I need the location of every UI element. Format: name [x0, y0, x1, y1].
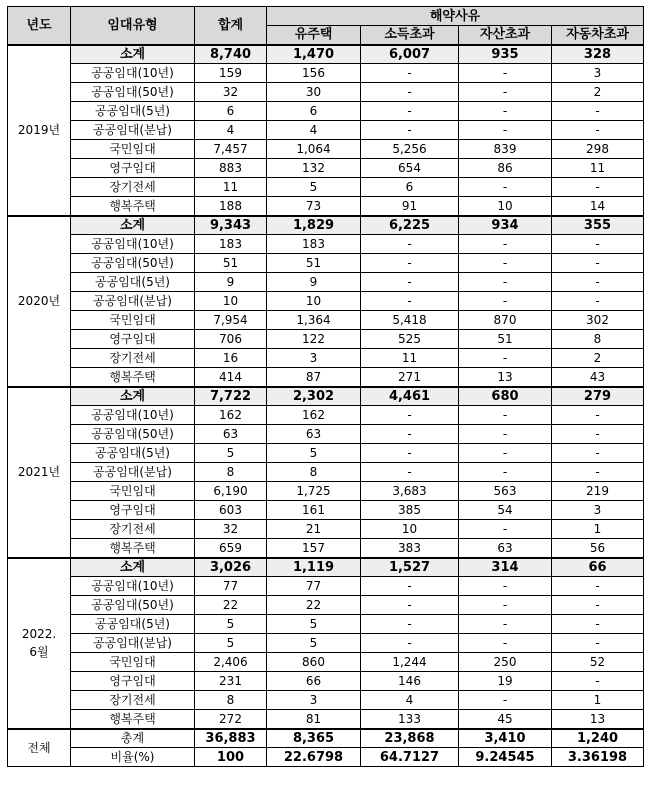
reason-value-cell: -	[361, 444, 459, 463]
total-value-cell: 11	[195, 178, 267, 197]
reason-value-cell: 5	[267, 444, 361, 463]
reason-value-cell: -	[459, 349, 552, 368]
ratio-value: 64.7127	[361, 748, 459, 767]
header-total: 합계	[195, 7, 267, 45]
table-row	[8, 64, 644, 83]
reason-value-cell: 654	[361, 159, 459, 178]
reason-value-cell: 279	[552, 387, 644, 406]
reason-value-cell: -	[361, 577, 459, 596]
table-row	[8, 672, 644, 691]
table-row	[8, 254, 644, 273]
table-row	[8, 140, 644, 159]
total-value-cell: 10	[195, 292, 267, 311]
reason-value-cell: 11	[361, 349, 459, 368]
reason-value-cell: 680	[459, 387, 552, 406]
rental-type-cell: 공공임대(5년)	[71, 102, 195, 121]
reason-value-cell: -	[552, 596, 644, 615]
subtotal-label: 소계	[71, 387, 195, 406]
reason-value-cell: -	[459, 64, 552, 83]
reason-value-cell: 43	[552, 368, 644, 387]
reason-value-cell: -	[361, 254, 459, 273]
table-row	[8, 710, 644, 729]
rental-type-cell: 국민임대	[71, 482, 195, 501]
reason-value-cell: 13	[459, 368, 552, 387]
subtotal-label: 소계	[71, 216, 195, 235]
reason-value-cell: 5,256	[361, 140, 459, 159]
total-value-cell: 272	[195, 710, 267, 729]
reason-value-cell: -	[459, 596, 552, 615]
table-row	[8, 368, 644, 387]
reason-value-cell: -	[552, 254, 644, 273]
table-row	[8, 311, 644, 330]
reason-value-cell: 183	[267, 235, 361, 254]
reason-value-cell: 328	[552, 45, 644, 64]
total-value-cell: 603	[195, 501, 267, 520]
reason-value-cell: 3,683	[361, 482, 459, 501]
reason-value-cell: -	[459, 577, 552, 596]
reason-value-cell: 157	[267, 539, 361, 558]
header-reason: 자동차초과	[552, 26, 644, 45]
table-row	[8, 121, 644, 140]
reason-value-cell: -	[361, 292, 459, 311]
reason-value-cell: 3	[552, 501, 644, 520]
table-row	[8, 330, 644, 349]
reason-value-cell: 10	[459, 197, 552, 216]
year-cell: 2021년	[8, 387, 71, 558]
reason-value-cell: 11	[552, 159, 644, 178]
reason-value-cell: -	[552, 273, 644, 292]
reason-value-cell: -	[552, 102, 644, 121]
total-value-cell: 6	[195, 102, 267, 121]
reason-value-cell: 66	[552, 558, 644, 577]
reason-value-cell: -	[361, 64, 459, 83]
reason-value-cell: -	[552, 444, 644, 463]
rental-type-cell: 행복주택	[71, 197, 195, 216]
total-value-cell: 883	[195, 159, 267, 178]
table-row	[8, 501, 644, 520]
table-row	[8, 235, 644, 254]
reason-value-cell: 2,302	[267, 387, 361, 406]
rental-type-cell: 행복주택	[71, 710, 195, 729]
reason-value-cell: 162	[267, 406, 361, 425]
rental-type-cell: 공공임대(50년)	[71, 425, 195, 444]
rental-type-cell: 공공임대(50년)	[71, 596, 195, 615]
reason-value-cell: -	[552, 121, 644, 140]
table-row	[8, 102, 644, 121]
rental-type-cell: 공공임대(5년)	[71, 273, 195, 292]
table-row	[8, 615, 644, 634]
reason-value-cell: 132	[267, 159, 361, 178]
reason-value-cell: 5	[267, 615, 361, 634]
year-cell: 2022. 6월	[8, 558, 71, 729]
reason-value-cell: -	[361, 273, 459, 292]
reason-value-cell: -	[459, 254, 552, 273]
total-value-cell: 159	[195, 64, 267, 83]
overall-label: 전체	[8, 729, 71, 767]
reason-value-cell: 4	[361, 691, 459, 710]
reason-value-cell: -	[552, 615, 644, 634]
rental-type-cell: 영구임대	[71, 672, 195, 691]
reason-value-cell: -	[459, 444, 552, 463]
rental-type-cell: 공공임대(50년)	[71, 83, 195, 102]
rental-type-cell: 국민임대	[71, 653, 195, 672]
reason-value-cell: 63	[267, 425, 361, 444]
table-row	[8, 159, 644, 178]
total-value-cell: 231	[195, 672, 267, 691]
ratio-value: 100	[195, 748, 267, 767]
year-cell: 2019년	[8, 45, 71, 216]
grand-total-value: 23,868	[361, 729, 459, 748]
rental-type-cell: 행복주택	[71, 539, 195, 558]
reason-value-cell: 133	[361, 710, 459, 729]
subtotal-row	[8, 387, 644, 406]
grand-total-value: 36,883	[195, 729, 267, 748]
reason-value-cell: 19	[459, 672, 552, 691]
total-value-cell: 188	[195, 197, 267, 216]
total-value-cell: 7,722	[195, 387, 267, 406]
grand-total-value: 3,410	[459, 729, 552, 748]
header-reason: 자산초과	[459, 26, 552, 45]
total-value-cell: 8	[195, 463, 267, 482]
total-value-cell: 659	[195, 539, 267, 558]
reason-value-cell: 3	[267, 691, 361, 710]
reason-value-cell: 146	[361, 672, 459, 691]
reason-value-cell: -	[459, 425, 552, 444]
header-rental-type: 임대유형	[71, 7, 195, 45]
rental-type-cell: 공공임대(5년)	[71, 615, 195, 634]
total-value-cell: 4	[195, 121, 267, 140]
rental-type-cell: 공공임대(10년)	[71, 64, 195, 83]
reason-value-cell: 1,470	[267, 45, 361, 64]
total-value-cell: 183	[195, 235, 267, 254]
rental-type-cell: 장기전세	[71, 520, 195, 539]
total-value-cell: 16	[195, 349, 267, 368]
header-reason: 유주택	[267, 26, 361, 45]
reason-value-cell: 66	[267, 672, 361, 691]
total-value-cell: 9	[195, 273, 267, 292]
header-year: 년도	[8, 7, 71, 45]
table-row	[8, 292, 644, 311]
rental-type-cell: 장기전세	[71, 349, 195, 368]
grand-total-value: 8,365	[267, 729, 361, 748]
reason-value-cell: 73	[267, 197, 361, 216]
reason-value-cell: 6	[267, 102, 361, 121]
reason-value-cell: 1	[552, 691, 644, 710]
reason-value-cell: 1,829	[267, 216, 361, 235]
reason-value-cell: -	[459, 83, 552, 102]
reason-value-cell: 1	[552, 520, 644, 539]
total-value-cell: 706	[195, 330, 267, 349]
reason-value-cell: 10	[267, 292, 361, 311]
table-row	[8, 273, 644, 292]
reason-value-cell: 51	[459, 330, 552, 349]
reason-value-cell: 13	[552, 710, 644, 729]
table-row	[8, 691, 644, 710]
reason-value-cell: 5	[267, 634, 361, 653]
rental-type-cell: 장기전세	[71, 691, 195, 710]
reason-value-cell: 6,225	[361, 216, 459, 235]
subtotal-label: 소계	[71, 45, 195, 64]
reason-value-cell: -	[361, 596, 459, 615]
ratio-value: 9.24545	[459, 748, 552, 767]
reason-value-cell: 3	[267, 349, 361, 368]
rental-type-cell: 행복주택	[71, 368, 195, 387]
header-reason: 소득초과	[361, 26, 459, 45]
reason-value-cell: -	[552, 235, 644, 254]
reason-value-cell: 156	[267, 64, 361, 83]
reason-value-cell: 21	[267, 520, 361, 539]
reason-value-cell: 52	[552, 653, 644, 672]
rental-type-cell: 공공임대(50년)	[71, 254, 195, 273]
total-value-cell: 8	[195, 691, 267, 710]
reason-value-cell: 77	[267, 577, 361, 596]
reason-value-cell: 250	[459, 653, 552, 672]
header-row	[8, 7, 644, 26]
reason-value-cell: 563	[459, 482, 552, 501]
reason-value-cell: 5	[267, 178, 361, 197]
table-row	[8, 653, 644, 672]
reason-value-cell: 1,527	[361, 558, 459, 577]
total-value-cell: 32	[195, 83, 267, 102]
reason-value-cell: 2	[552, 83, 644, 102]
reason-value-cell: 355	[552, 216, 644, 235]
reason-value-cell: -	[361, 463, 459, 482]
rental-type-cell: 공공임대(분납)	[71, 634, 195, 653]
reason-value-cell: 1,725	[267, 482, 361, 501]
reason-value-cell: -	[361, 83, 459, 102]
reason-value-cell: -	[361, 634, 459, 653]
ratio-value: 22.6798	[267, 748, 361, 767]
reason-value-cell: 383	[361, 539, 459, 558]
table-row	[8, 83, 644, 102]
reason-value-cell: -	[459, 292, 552, 311]
reason-value-cell: 56	[552, 539, 644, 558]
total-value-cell: 414	[195, 368, 267, 387]
total-value-cell: 22	[195, 596, 267, 615]
rental-type-cell: 공공임대(분납)	[71, 121, 195, 140]
table-row	[8, 406, 644, 425]
total-value-cell: 5	[195, 615, 267, 634]
reason-value-cell: -	[361, 121, 459, 140]
reason-value-cell: 1,119	[267, 558, 361, 577]
reason-value-cell: 122	[267, 330, 361, 349]
reason-value-cell: 63	[459, 539, 552, 558]
total-value-cell: 5	[195, 634, 267, 653]
reason-value-cell: -	[459, 406, 552, 425]
table-row	[8, 539, 644, 558]
grand-total-row	[8, 729, 644, 748]
subtotal-row	[8, 216, 644, 235]
reason-value-cell: 219	[552, 482, 644, 501]
reason-value-cell: 1,364	[267, 311, 361, 330]
table-row	[8, 520, 644, 539]
reason-value-cell: 51	[267, 254, 361, 273]
reason-value-cell: -	[459, 463, 552, 482]
ratio-value: 3.36198	[552, 748, 644, 767]
table-row	[8, 197, 644, 216]
rental-type-cell: 영구임대	[71, 159, 195, 178]
reason-value-cell: -	[552, 672, 644, 691]
reason-value-cell: 54	[459, 501, 552, 520]
reason-value-cell: 935	[459, 45, 552, 64]
reason-value-cell: 870	[459, 311, 552, 330]
reason-value-cell: 10	[361, 520, 459, 539]
reason-value-cell: -	[459, 634, 552, 653]
rental-type-cell: 공공임대(분납)	[71, 292, 195, 311]
total-value-cell: 8,740	[195, 45, 267, 64]
reason-value-cell: 302	[552, 311, 644, 330]
contract-cancellation-table-container	[7, 6, 644, 767]
total-value-cell: 3,026	[195, 558, 267, 577]
reason-value-cell: 86	[459, 159, 552, 178]
total-value-cell: 7,954	[195, 311, 267, 330]
rental-type-cell: 장기전세	[71, 178, 195, 197]
reason-value-cell: -	[459, 121, 552, 140]
total-value-cell: 51	[195, 254, 267, 273]
rental-type-cell: 국민임대	[71, 311, 195, 330]
total-value-cell: 32	[195, 520, 267, 539]
table-row	[8, 596, 644, 615]
reason-value-cell: -	[361, 235, 459, 254]
table-row	[8, 577, 644, 596]
reason-value-cell: 8	[267, 463, 361, 482]
reason-value-cell: 1,244	[361, 653, 459, 672]
table-row	[8, 463, 644, 482]
table-row	[8, 482, 644, 501]
reason-value-cell: 14	[552, 197, 644, 216]
rental-type-cell: 공공임대(5년)	[71, 444, 195, 463]
header-cancellation-reason: 해약사유	[267, 7, 644, 26]
reason-value-cell: -	[361, 102, 459, 121]
reason-value-cell: 385	[361, 501, 459, 520]
grand-total-value: 1,240	[552, 729, 644, 748]
subtotal-label: 소계	[71, 558, 195, 577]
reason-value-cell: -	[459, 235, 552, 254]
reason-value-cell: -	[459, 615, 552, 634]
reason-value-cell: 271	[361, 368, 459, 387]
rental-type-cell: 공공임대(10년)	[71, 235, 195, 254]
rental-type-cell: 영구임대	[71, 501, 195, 520]
rental-type-cell: 공공임대(10년)	[71, 577, 195, 596]
rental-type-cell: 공공임대(10년)	[71, 406, 195, 425]
reason-value-cell: 8	[552, 330, 644, 349]
reason-value-cell: -	[459, 273, 552, 292]
reason-value-cell: 3	[552, 64, 644, 83]
reason-value-cell: -	[361, 615, 459, 634]
total-value-cell: 77	[195, 577, 267, 596]
total-value-cell: 5	[195, 444, 267, 463]
total-value-cell: 7,457	[195, 140, 267, 159]
reason-value-cell: 81	[267, 710, 361, 729]
reason-value-cell: 298	[552, 140, 644, 159]
reason-value-cell: -	[552, 463, 644, 482]
reason-value-cell: -	[459, 520, 552, 539]
total-value-cell: 63	[195, 425, 267, 444]
reason-value-cell: 161	[267, 501, 361, 520]
table-row	[8, 178, 644, 197]
reason-value-cell: -	[552, 406, 644, 425]
reason-value-cell: 6,007	[361, 45, 459, 64]
total-value-cell: 2,406	[195, 653, 267, 672]
reason-value-cell: 2	[552, 349, 644, 368]
reason-value-cell: -	[459, 102, 552, 121]
reason-value-cell: 314	[459, 558, 552, 577]
total-value-cell: 9,343	[195, 216, 267, 235]
table-row	[8, 634, 644, 653]
reason-value-cell: 30	[267, 83, 361, 102]
reason-value-cell: 6	[361, 178, 459, 197]
reason-value-cell: 45	[459, 710, 552, 729]
reason-value-cell: 4,461	[361, 387, 459, 406]
rental-type-cell: 국민임대	[71, 140, 195, 159]
year-cell: 2020년	[8, 216, 71, 387]
ratio-row	[8, 748, 644, 767]
contract-cancellation-table	[7, 6, 644, 767]
reason-value-cell: 525	[361, 330, 459, 349]
grand-total-label: 총계	[71, 729, 195, 748]
table-row	[8, 425, 644, 444]
table-row	[8, 349, 644, 368]
reason-value-cell: 1,064	[267, 140, 361, 159]
reason-value-cell: 860	[267, 653, 361, 672]
reason-value-cell: 839	[459, 140, 552, 159]
reason-value-cell: -	[361, 425, 459, 444]
reason-value-cell: 22	[267, 596, 361, 615]
reason-value-cell: -	[552, 292, 644, 311]
reason-value-cell: -	[459, 178, 552, 197]
reason-value-cell: -	[552, 634, 644, 653]
reason-value-cell: -	[552, 178, 644, 197]
table-row	[8, 444, 644, 463]
ratio-label: 비율(%)	[71, 748, 195, 767]
reason-value-cell: -	[459, 691, 552, 710]
subtotal-row	[8, 558, 644, 577]
reason-value-cell: 87	[267, 368, 361, 387]
reason-value-cell: 91	[361, 197, 459, 216]
reason-value-cell: 5,418	[361, 311, 459, 330]
reason-value-cell: -	[361, 406, 459, 425]
rental-type-cell: 영구임대	[71, 330, 195, 349]
subtotal-row	[8, 45, 644, 64]
reason-value-cell: 4	[267, 121, 361, 140]
total-value-cell: 162	[195, 406, 267, 425]
reason-value-cell: 9	[267, 273, 361, 292]
rental-type-cell: 공공임대(분납)	[71, 463, 195, 482]
total-value-cell: 6,190	[195, 482, 267, 501]
reason-value-cell: -	[552, 425, 644, 444]
reason-value-cell: 934	[459, 216, 552, 235]
reason-value-cell: -	[552, 577, 644, 596]
